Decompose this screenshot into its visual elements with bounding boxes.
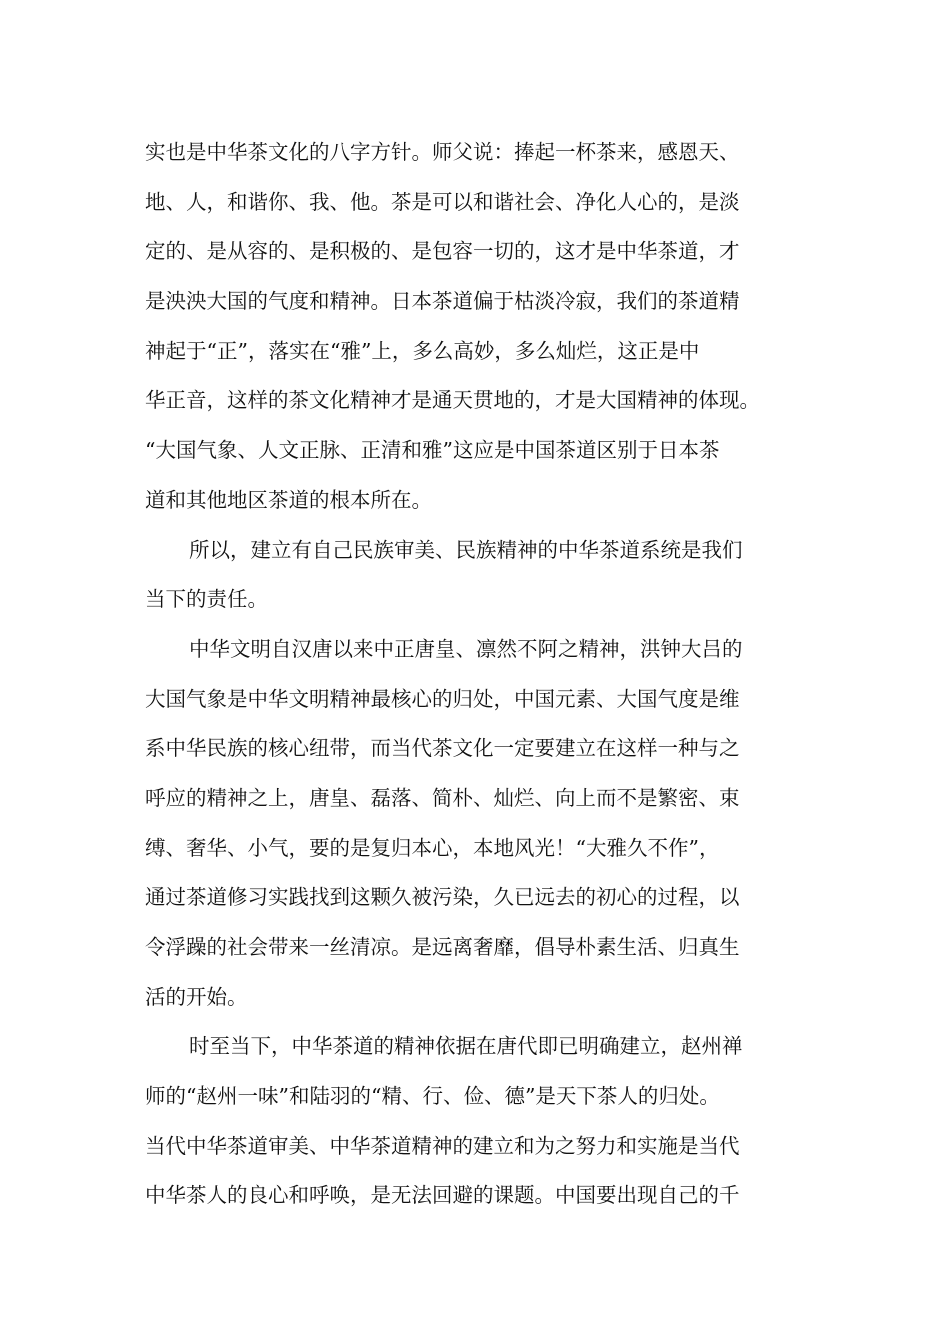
text-line: 中华茶人的良心和呼唤，是无法回避的课题。中国要出现自己的千: [145, 1183, 740, 1208]
text-line: 道和其他地区茶道的根本所在。: [145, 487, 432, 512]
paragraph-first-line: 时至当下，中华茶道的精神依据在唐代即已明确建立，赵州禅: [189, 1034, 743, 1059]
text-line: 令浮躁的社会带来一丝清凉。是远离奢靡，倡导朴素生活、归真生: [145, 935, 740, 959]
text-line: 实也是中华茶文化的八字方针。师父说：捧起一杯茶来，感恩天、: [145, 140, 740, 164]
body-text: [145, 128, 825, 1221]
text-line: 定的、是从容的、是积极的、是包容一切的，这才是中华茶道，才: [145, 239, 740, 264]
text-line: 地、人，和谐你、我、他。茶是可以和谐社会、净化人心的，是淡: [145, 189, 740, 214]
text-line: 呼应的精神之上，唐皇、磊落、简朴、灿烂、向上而不是繁密、束: [145, 785, 740, 810]
text-line: 活的开始。: [145, 984, 248, 1009]
text-line: 师的“赵州一味”和陆羽的“精、行、俭、德”是天下茶人的归处。: [145, 1084, 720, 1109]
text-line: 神起于“正”，落实在“雅”上，多么高妙，多么灿烂，这正是中: [145, 338, 700, 363]
text-line: 当代中华茶道审美、中华茶道精神的建立和为之努力和实施是当代: [145, 1133, 740, 1158]
text-line: 华正音，这样的茶文化精神才是通天贯地的，才是大国精神的体现。: [145, 388, 760, 413]
text-line: 通过茶道修习实践找到这颗久被污染，久已远去的初心的过程，以: [145, 885, 740, 910]
text-line: 系中华民族的核心纽带，而当代茶文化一定要建立在这样一种与之: [145, 736, 740, 761]
paragraph-first-line: 所以，建立有自己民族审美、民族精神的中华茶道系统是我们: [189, 537, 743, 562]
text-line: “大国气象、人文正脉、正清和雅”这应是中国茶道区别于日本茶: [145, 438, 720, 463]
text-line: 缚、奢华、小气，要的是复归本心，本地风光！“大雅久不作”，: [145, 835, 720, 860]
text-line: 是泱泱大国的气度和精神。日本茶道偏于枯淡冷寂，我们的茶道精: [145, 289, 740, 314]
text-line: 当下的责任。: [145, 587, 268, 612]
paragraph-first-line: 中华文明自汉唐以来中正唐皇、凛然不阿之精神，洪钟大吕的: [189, 636, 743, 661]
text-line: 大国气象是中华文明精神最核心的归处，中国元素、大国气度是维: [145, 686, 740, 711]
